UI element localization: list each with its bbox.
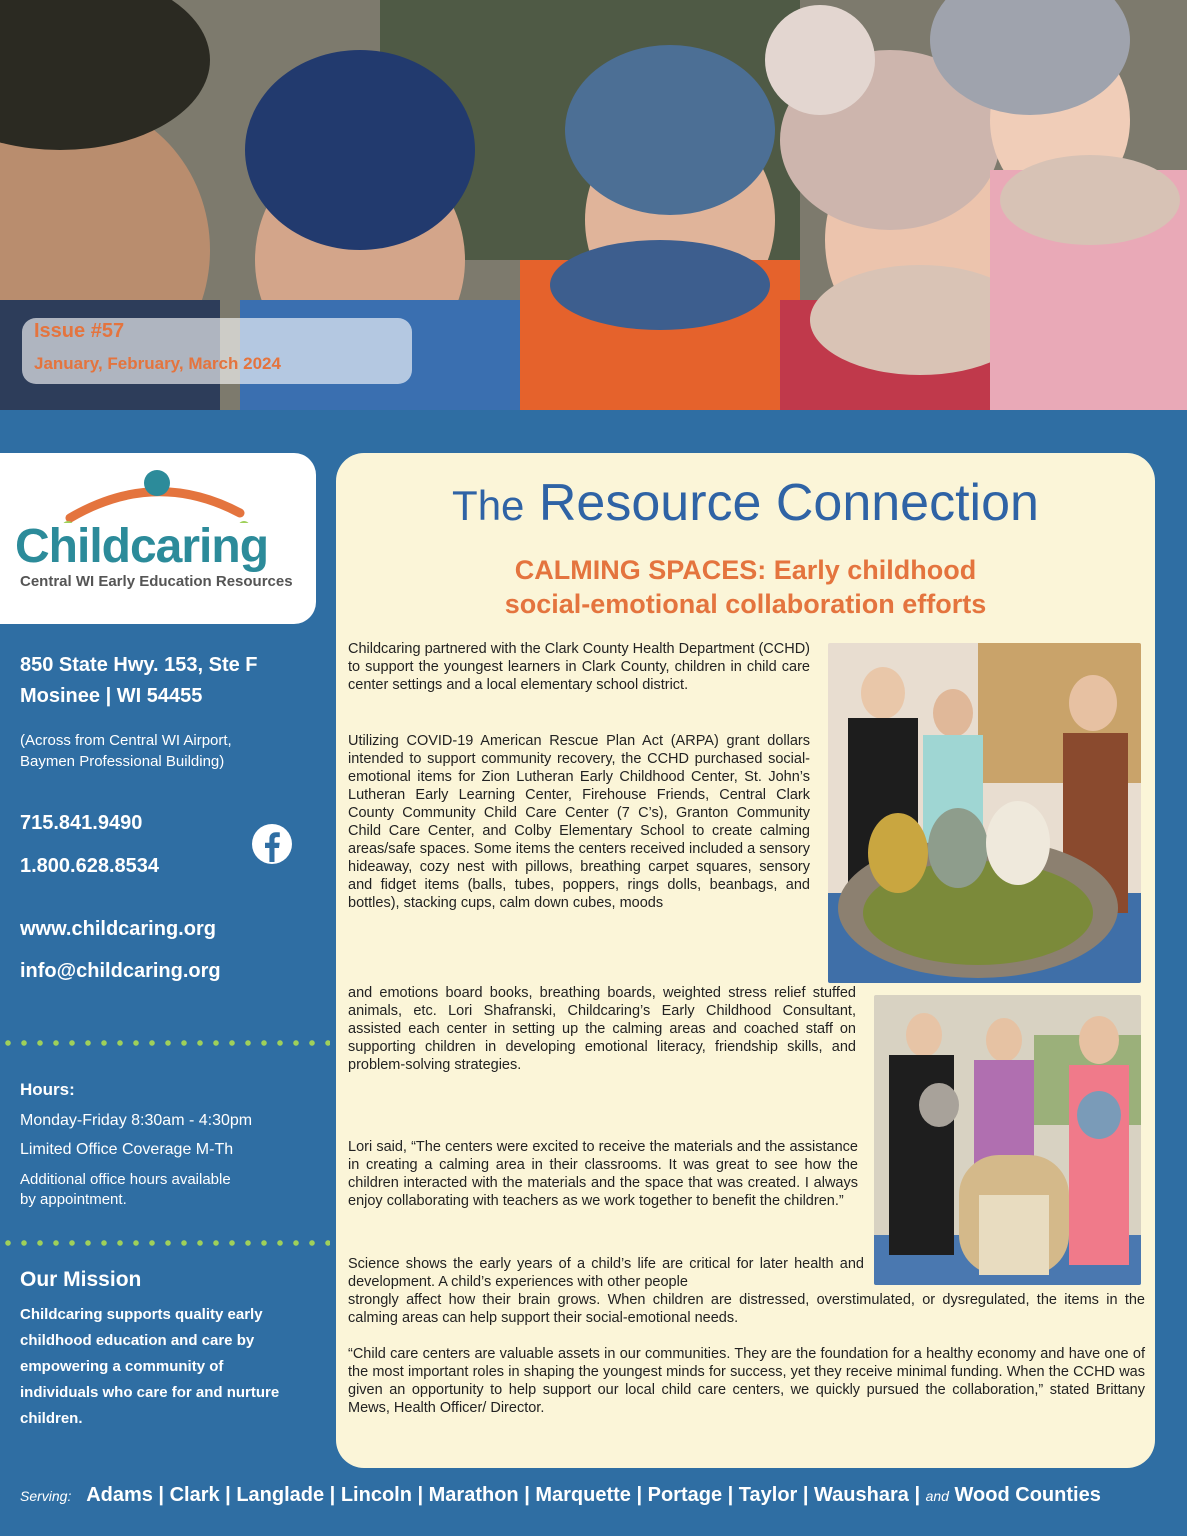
serving-and: and bbox=[925, 1488, 949, 1504]
newsletter-title bbox=[336, 473, 1155, 533]
calming-space-photo-1 bbox=[828, 643, 1141, 983]
logo-wordmark: Childcaring bbox=[15, 520, 269, 573]
mission-heading: Our Mission bbox=[20, 1268, 142, 1291]
article-headline-line-2: social-emotional collaboration efforts bbox=[504, 589, 987, 619]
address-note-2: Baymen Professional Building) bbox=[20, 753, 225, 770]
hero-photo bbox=[0, 0, 1187, 410]
address-line-2: Mosinee | WI 54455 bbox=[20, 685, 203, 707]
childcaring-logo-mark bbox=[0, 453, 316, 523]
article-card bbox=[336, 453, 1155, 1468]
facebook-icon[interactable] bbox=[248, 820, 296, 868]
article-paragraph: Science shows the early years of a child’s life are critical for later health and development. A child’s experiences with other people bbox=[348, 1256, 864, 1290]
phone-primary[interactable]: 715.841.9490 bbox=[20, 812, 143, 834]
address bbox=[20, 650, 258, 712]
article-paragraph: Lori said, “The centers were excited to receive the materials and the assistance in creating a calming area in their classrooms. It was great to see how the children interacted with the materials and the space that was created. I always enjoy collaborating with teachers as we work together to benefit the children.” bbox=[348, 1139, 858, 1209]
article-paragraph: strongly affect how their brain grows. When children are distressed, overstimulated, or dysregulated, the items in the calming areas can help support their social-emotional needs. bbox=[348, 1292, 1145, 1326]
website-link[interactable]: www.childcaring.org bbox=[20, 918, 216, 940]
address-line-1: 850 State Hwy. 153, Ste F bbox=[20, 654, 258, 676]
serving-county-list: Adams | Clark | Langlade | Lincoln | Marathon | Marquette | Portage | Taylor | Waushara | bbox=[86, 1484, 921, 1506]
calming-nest-photo-illustration bbox=[828, 643, 1141, 983]
mission-text: Childcaring supports quality early childhood education and care by empowering a community of individuals who care for and nurture children. bbox=[20, 1306, 280, 1427]
article-paragraph: and emotions board books, breathing boards, weighted stress relief stuffed animals, etc. Lori Shafranski, Childcaring’s Early Childhood Consultant, assisted each center in setting up the calming areas and coached staff on supporting children in developing emotional literacy, friendship skills, and problem-solving strategies. bbox=[348, 985, 856, 1073]
serving-counties bbox=[20, 1484, 1101, 1507]
address-note-1: (Across from Central WI Airport, bbox=[20, 732, 232, 749]
dotted-divider bbox=[0, 1040, 330, 1046]
hours-line-3: Additional office hours available bbox=[20, 1171, 231, 1188]
article-headline-line-1: CALMING SPACES: Early childhood bbox=[514, 555, 977, 585]
email-link[interactable]: info@childcaring.org bbox=[20, 960, 221, 982]
hours-line-2: Limited Office Coverage M-Th bbox=[20, 1141, 234, 1158]
article-headline bbox=[336, 553, 1155, 621]
issue-number: Issue #57 bbox=[34, 320, 125, 342]
article-paragraph: Childcaring partnered with the Clark County Health Department (CCHD) to support the youngest learners in Clark County, children in child care center settings and a local elementary school district. bbox=[348, 641, 810, 693]
calming-space-photo-2 bbox=[874, 995, 1141, 1285]
dotted-divider bbox=[0, 1240, 330, 1246]
logo-card bbox=[0, 453, 316, 624]
hours-heading: Hours: bbox=[20, 1080, 75, 1099]
phone-tollfree[interactable]: 1.800.628.8534 bbox=[20, 855, 160, 877]
hours-line-4: by appointment. bbox=[20, 1191, 127, 1208]
serving-label: Serving: bbox=[20, 1488, 72, 1504]
hours-line-1: Monday-Friday 8:30am - 4:30pm bbox=[20, 1112, 253, 1129]
article-paragraph: Utilizing COVID-19 American Rescue Plan Act (ARPA) grant dollars intended to support community recovery, the CCHD purchased social-emotional items for Zion Lutheran Early Childhood Center, St. John’s Lutheran Early Learning Center, Firehouse Friends, Central Clark County Community Child Care Center (7 C’s), Granton Community Child Care Center, and Colby Elementary School to create calming areas/safe spaces. Some items the centers received included a sensory hideaway, cozy nest with pillows, breathing carpet squares, sensory and fidget items (balls, tubes, poppers, rings dolls, beanbags, and bottles), stacking cups, calm down cubes, moods bbox=[348, 733, 810, 911]
issue-dates: January, February, March 2024 bbox=[34, 354, 281, 373]
newsletter-title-main: Resource Connection bbox=[538, 474, 1039, 532]
serving-last-county: Wood Counties bbox=[954, 1484, 1101, 1506]
issue-badge bbox=[22, 318, 412, 384]
sensory-hideaway-photo-illustration bbox=[874, 995, 1141, 1285]
article-paragraph: “Child care centers are valuable assets in our communities. They are the foundation for a healthy economy and have one of the most important roles in shaping the youngest minds for success, yet they receive minimal funding. When the CCHD was given an opportunity to help support our local child care centers, we quickly pursued the collaboration,” stated Brittany Mews, Health Officer/ Director. bbox=[348, 1346, 1145, 1416]
newsletter-title-prefix: The bbox=[452, 482, 525, 529]
logo-tagline: Central WI Early Education Resources bbox=[20, 573, 293, 590]
address-note bbox=[20, 730, 232, 772]
